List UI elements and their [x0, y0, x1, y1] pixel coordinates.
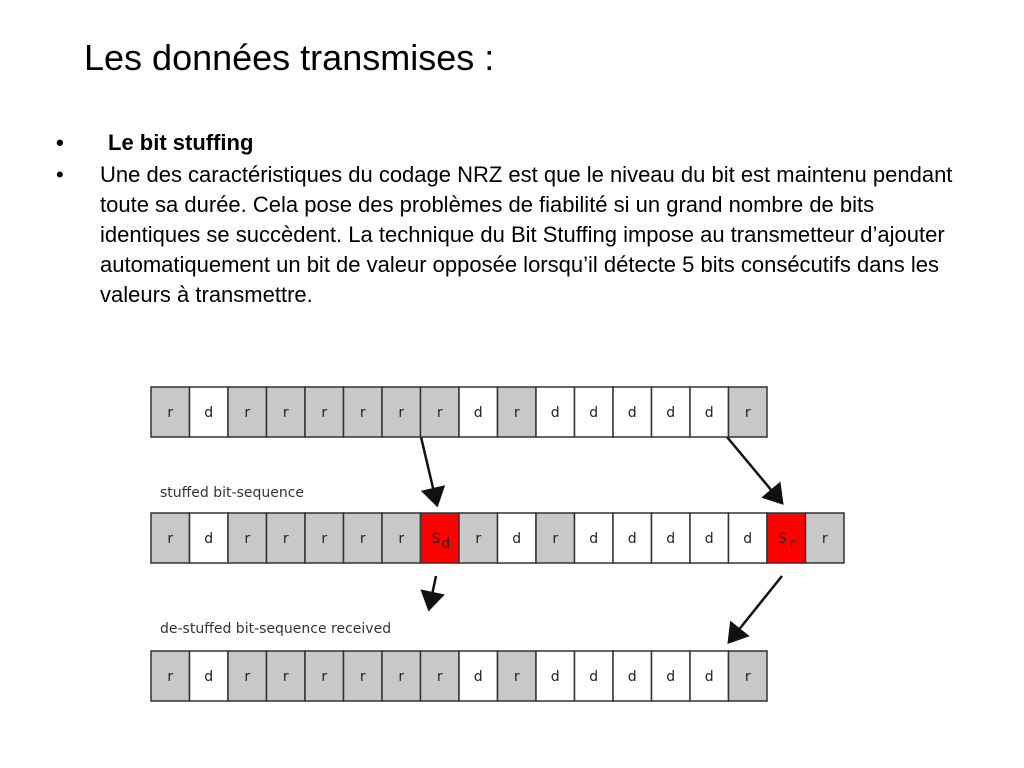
bit-label: d	[473, 669, 483, 685]
bullet-paragraph: Une des caractéristiques du codage NRZ est que le niveau du bit est maintenu pendant toute sa durée. Cela pose des problèmes de fiabilité si un grand nombre de bits identiques se succèdent. La technique du Bit Stuffing impose au transmetteur d’ajouter automatiquement un bit de valeur opposée lorsqu’il détecte 5 bits consécutifs dans les valeurs à transmettre.	[100, 162, 953, 307]
bit-subscript: d	[441, 536, 451, 552]
bit-label: d	[589, 669, 599, 685]
bit-label: r	[398, 531, 405, 547]
bit-label: r	[321, 405, 328, 421]
arrow-destuff-1	[429, 576, 436, 609]
original-bit-sequence	[151, 387, 767, 437]
bit-label: r	[359, 405, 366, 421]
slide-title: Les données transmises :	[84, 37, 495, 78]
bit-label: r	[282, 531, 289, 547]
bit-label: r	[744, 669, 751, 685]
bit-label: d	[666, 405, 676, 421]
bit-label: d	[743, 531, 753, 547]
bit-label: r	[398, 405, 405, 421]
bit-label: d	[666, 531, 676, 547]
bit-label: r	[167, 405, 174, 421]
bit-label: S	[777, 531, 787, 547]
bit-label: d	[204, 531, 214, 547]
bullet-heading: Le bit stuffing	[108, 130, 254, 155]
bullet-marker: •	[56, 130, 64, 155]
bit-label: d	[473, 405, 483, 421]
bit-label: r	[436, 669, 443, 685]
bit-subscript: r	[789, 536, 796, 552]
bit-label: r	[244, 405, 251, 421]
bit-label: r	[321, 531, 328, 547]
bit-label: r	[821, 531, 828, 547]
bit-label: r	[398, 669, 405, 685]
bit-label: r	[513, 405, 520, 421]
bit-label: r	[282, 405, 289, 421]
arrow-stuff-insert-1	[421, 437, 437, 505]
bit-label: d	[627, 405, 637, 421]
destuffed-bit-sequence	[151, 651, 767, 701]
stuffed-sequence-label: stuffed bit-sequence	[160, 485, 305, 501]
bit-label: d	[666, 669, 676, 685]
bit-label: r	[282, 669, 289, 685]
bit-label: d	[550, 405, 560, 421]
bit-label: r	[552, 531, 559, 547]
arrow-destuff-2	[729, 576, 782, 642]
bit-label: r	[167, 669, 174, 685]
bit-label: r	[475, 531, 482, 547]
destuffed-sequence-label: de-stuffed bit-sequence received	[160, 621, 392, 637]
bit-label: d	[704, 405, 714, 421]
bullet-marker: •	[56, 162, 64, 187]
bit-label: r	[167, 531, 174, 547]
bit-label: r	[359, 669, 366, 685]
bit-label: r	[244, 669, 251, 685]
bit-label: d	[204, 669, 214, 685]
bit-label: r	[244, 531, 251, 547]
bit-label: d	[589, 531, 599, 547]
bit-label: d	[627, 531, 637, 547]
bit-label: r	[744, 405, 751, 421]
bit-label: d	[550, 669, 560, 685]
bit-label: d	[589, 405, 599, 421]
bit-label: r	[359, 531, 366, 547]
bit-label: d	[204, 405, 214, 421]
bit-label: d	[704, 669, 714, 685]
bit-label: r	[321, 669, 328, 685]
arrow-stuff-insert-2	[727, 437, 782, 503]
bit-label: d	[512, 531, 522, 547]
bit-label: S	[431, 531, 441, 547]
stuffed-bit-sequence	[151, 513, 844, 563]
bit-label: d	[704, 531, 714, 547]
bit-label: r	[436, 405, 443, 421]
bit-label: d	[627, 669, 637, 685]
bit-label: r	[513, 669, 520, 685]
